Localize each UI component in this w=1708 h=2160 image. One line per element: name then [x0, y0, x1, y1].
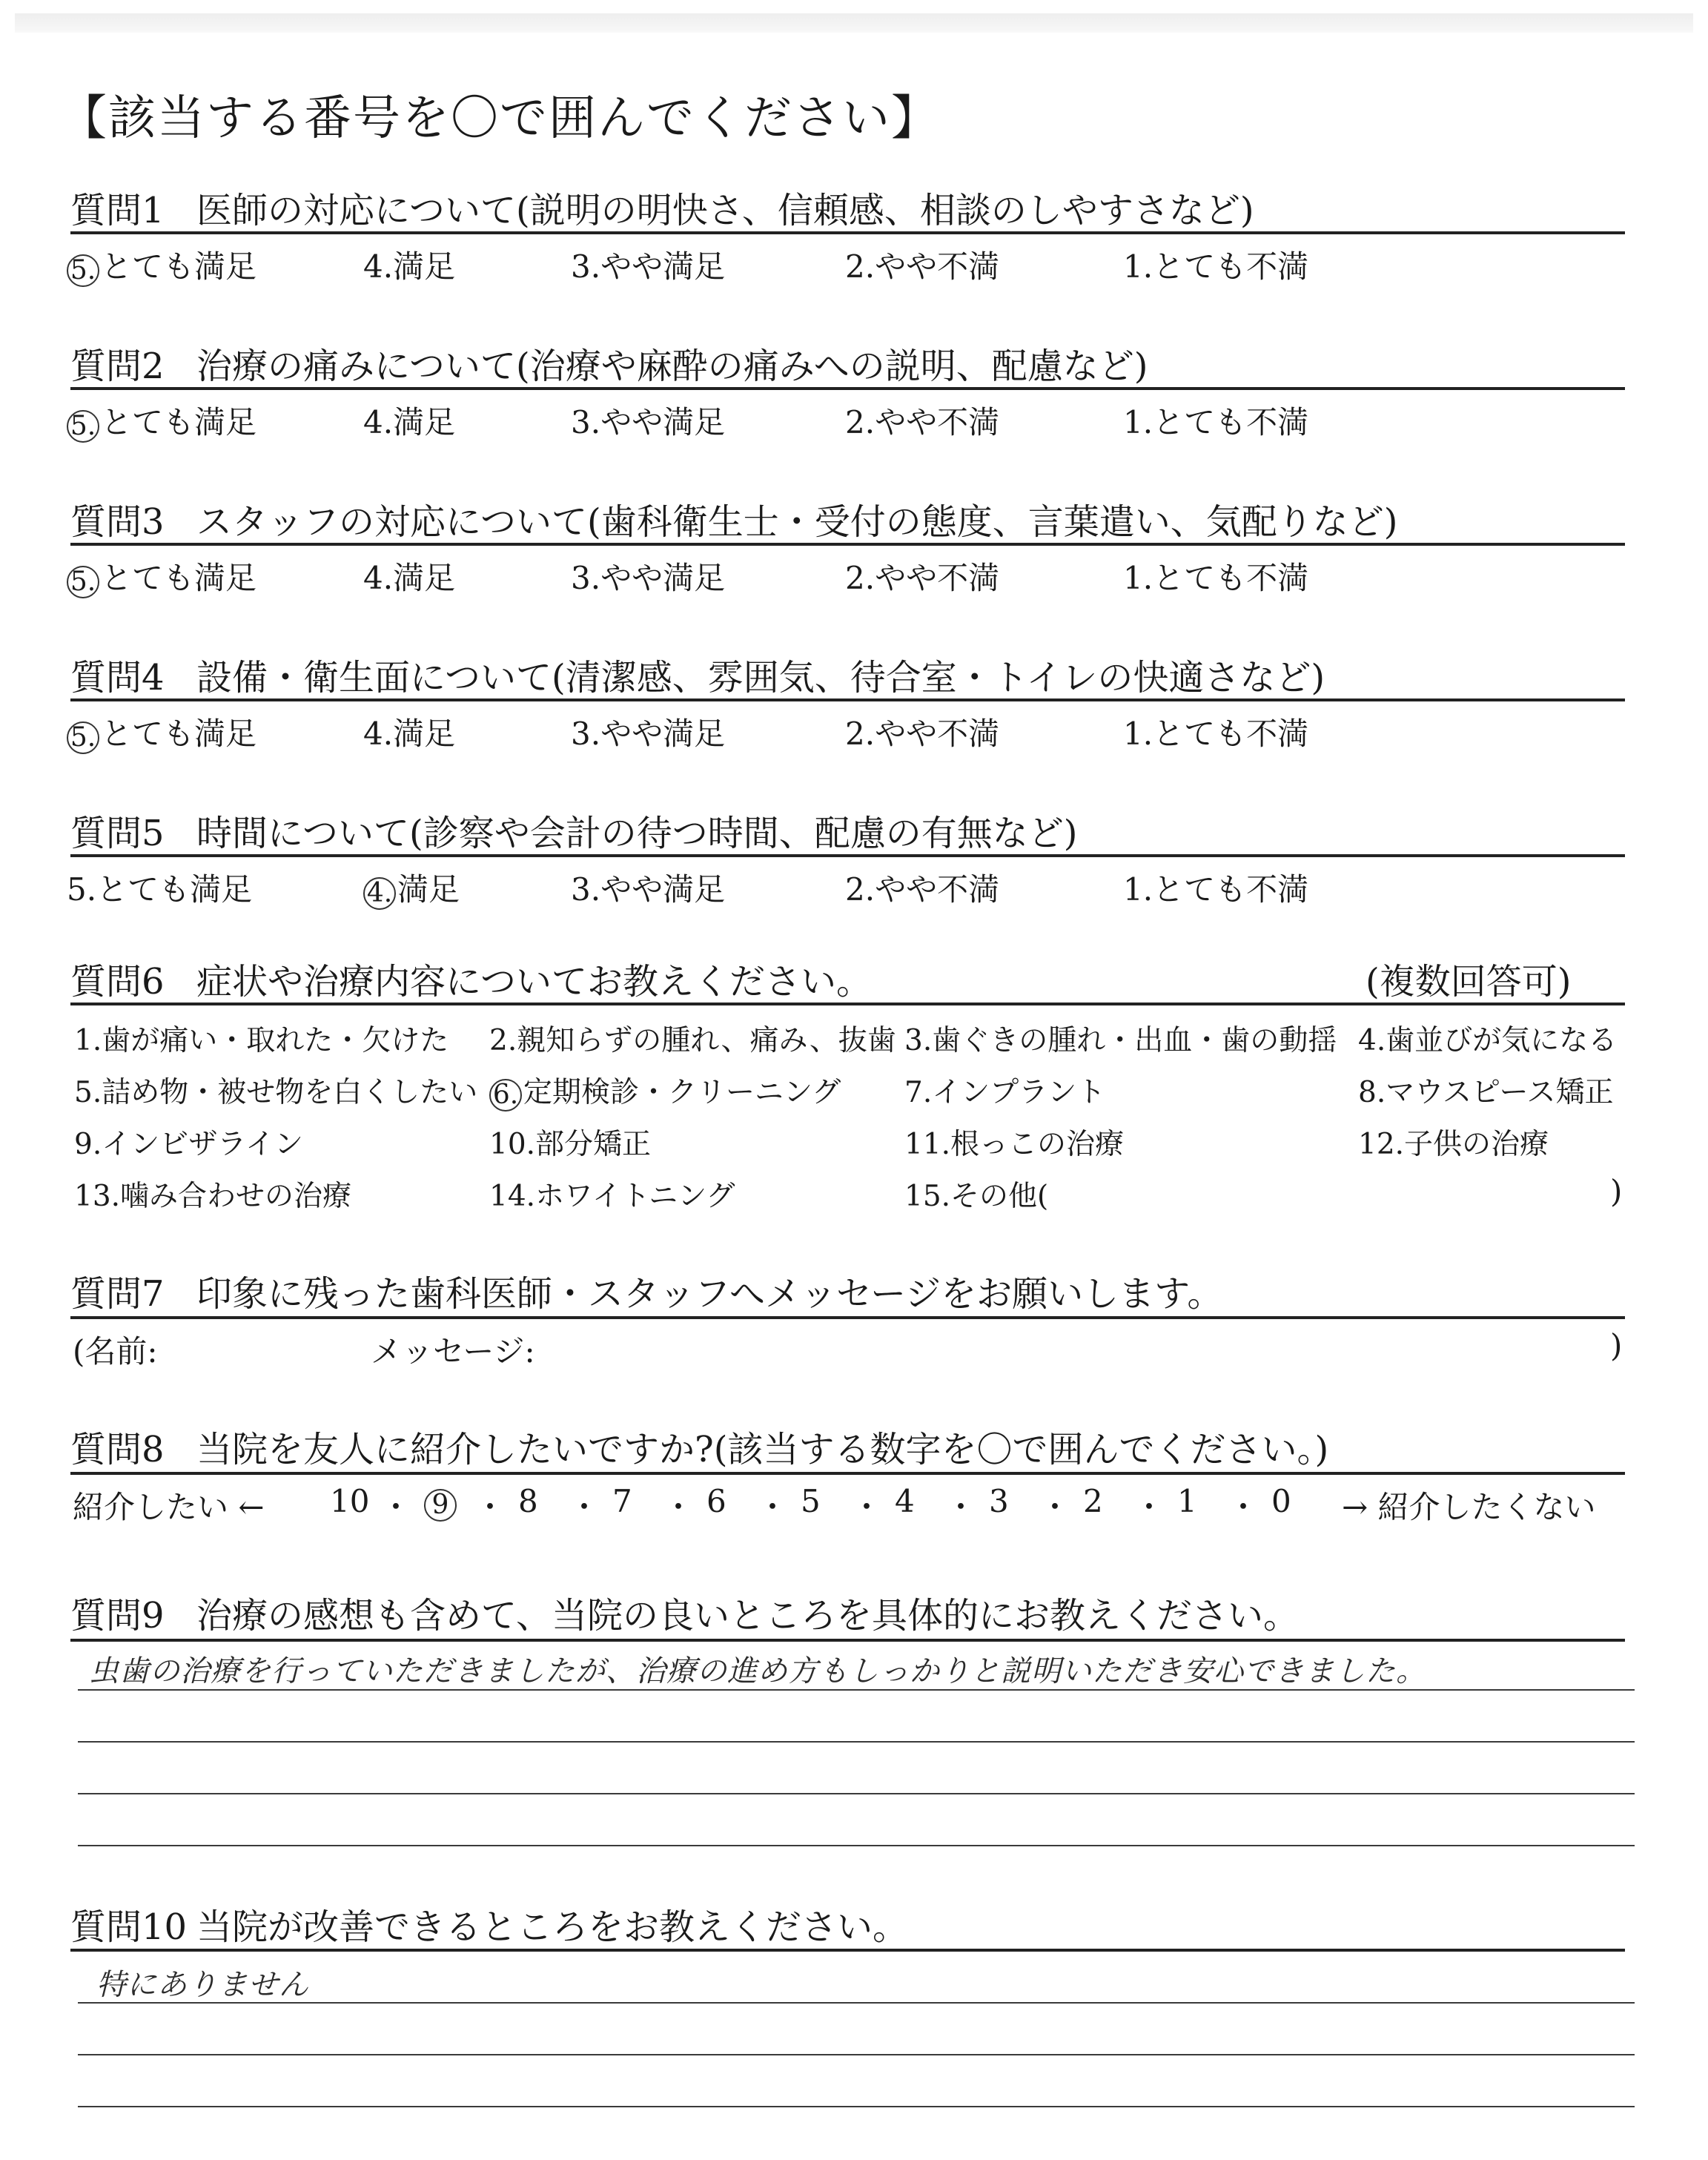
- item-number: 10.: [489, 1128, 536, 1161]
- q2-option-3[interactable]: [571, 398, 725, 443]
- option-number: 1.: [1123, 248, 1153, 285]
- q6-item-9[interactable]: [74, 1121, 303, 1163]
- item-label: インプラント: [932, 1076, 1106, 1109]
- item-number: 14.: [489, 1180, 536, 1213]
- q5-option-3[interactable]: [571, 865, 725, 910]
- option-label: とても満足: [101, 716, 257, 752]
- q4-number: 質問4: [70, 657, 165, 698]
- scale-number: 7: [612, 1483, 632, 1519]
- q6-text: 症状や治療内容についてお教えください。: [196, 961, 873, 1003]
- option-label: やや不満: [875, 871, 1000, 908]
- scale-separator: ・: [1133, 1489, 1165, 1525]
- option-label: とても不満: [1153, 404, 1309, 440]
- item-number: 7.: [904, 1076, 933, 1109]
- q9-answer: 虫歯の治療を行っていただきましたが、治療の進め方もしっかりと説明いただき安心できました。: [89, 1654, 1426, 1688]
- item-label: 根っこの治療: [950, 1128, 1125, 1161]
- scale-number: 8: [518, 1483, 538, 1519]
- q6-item-7[interactable]: [904, 1069, 1105, 1111]
- item-label: マウスピース矯正: [1386, 1076, 1614, 1109]
- q6-rule: [70, 1003, 1625, 1005]
- q8-scale-5[interactable]: [801, 1483, 821, 1519]
- q8-number: 質問8: [70, 1429, 165, 1470]
- scale-number: 4: [895, 1483, 915, 1519]
- q1-option-4[interactable]: [363, 242, 455, 287]
- option-label: とても満足: [96, 871, 253, 908]
- option-label: とても不満: [1153, 560, 1309, 596]
- q3-option-1[interactable]: [1123, 554, 1308, 598]
- scale-separator: ・: [945, 1489, 977, 1525]
- q5-rule: [70, 854, 1625, 857]
- q6-item-13[interactable]: [74, 1173, 351, 1215]
- answer-line: [78, 1741, 1635, 1743]
- q1-option-5[interactable]: [67, 242, 256, 287]
- q6-item-4[interactable]: [1358, 1017, 1617, 1059]
- q8-rule: [70, 1472, 1625, 1475]
- item-label: 親知らずの腫れ、痛み、抜歯: [517, 1024, 896, 1057]
- item-label: 詰め物・被せ物を白くしたい: [102, 1076, 478, 1109]
- option-label: やや不満: [875, 716, 1000, 752]
- item-number: 15.: [904, 1180, 951, 1213]
- q3-option-3[interactable]: [571, 554, 725, 598]
- option-number: 3.: [571, 716, 601, 752]
- option-label: とても満足: [101, 248, 257, 285]
- option-number: 2.: [845, 871, 875, 908]
- option-label: 満足: [397, 871, 460, 908]
- q3-header: [70, 493, 1398, 544]
- item-label: 部分矯正: [535, 1128, 652, 1161]
- item-number: 3.: [904, 1024, 933, 1057]
- q6-other-close: ): [1610, 1173, 1623, 1209]
- q4-option-1[interactable]: [1123, 710, 1308, 754]
- option-label: とても不満: [1153, 871, 1309, 908]
- q8-scale-4[interactable]: [895, 1483, 915, 1519]
- item-number: 12.: [1358, 1128, 1405, 1161]
- answer-line: [78, 1793, 1635, 1794]
- q4-option-4[interactable]: [363, 710, 455, 754]
- q8-scale-2[interactable]: [1083, 1483, 1103, 1519]
- scale-number: 5: [801, 1483, 821, 1519]
- q8-left-label: 紹介したい ←: [73, 1489, 265, 1525]
- option-label: やや満足: [600, 560, 726, 596]
- q6-note: (複数回答可): [1366, 961, 1572, 1003]
- circled-option-number: 4.: [363, 877, 396, 910]
- option-label: 満足: [393, 404, 456, 440]
- q1-option-3[interactable]: [571, 242, 725, 287]
- scale-number: 1: [1177, 1483, 1197, 1519]
- page-title: 【該当する番号を〇で囲んでください】: [59, 91, 940, 146]
- q6-item-10[interactable]: [489, 1121, 651, 1163]
- q9-rule: [70, 1639, 1625, 1642]
- q9-header: [70, 1587, 1299, 1638]
- q2-option-4[interactable]: [363, 398, 455, 443]
- option-number: 4.: [363, 404, 394, 440]
- option-number: 4.: [363, 716, 394, 752]
- option-number: 1.: [1123, 560, 1153, 596]
- q2-header: [70, 337, 1148, 389]
- option-label: とても満足: [101, 560, 257, 596]
- q7-message-label: メッセージ:: [371, 1333, 535, 1370]
- q4-option-2[interactable]: [845, 710, 999, 754]
- item-label: 子供の治療: [1404, 1128, 1549, 1161]
- item-number: 13.: [74, 1180, 121, 1213]
- q5-option-2[interactable]: [845, 865, 999, 910]
- q3-rule: [70, 543, 1625, 546]
- scale-separator: ・: [1039, 1489, 1071, 1525]
- q6-number: 質問6: [70, 961, 165, 1003]
- q10-header: [70, 1898, 908, 1949]
- q6-item-12[interactable]: [1358, 1121, 1549, 1163]
- q1-option-1[interactable]: [1123, 242, 1308, 287]
- item-label: その他(: [950, 1180, 1049, 1213]
- q8-scale-9[interactable]: [424, 1483, 458, 1522]
- q6-item-11[interactable]: [904, 1121, 1124, 1163]
- item-label: 歯ぐきの腫れ・出血・歯の動揺: [932, 1024, 1337, 1057]
- answer-line: [78, 2106, 1635, 2107]
- q3-number: 質問3: [70, 501, 165, 543]
- option-label: 満足: [393, 716, 456, 752]
- q2-option-5[interactable]: [67, 398, 256, 443]
- q8-scale-7[interactable]: [612, 1483, 632, 1519]
- q7-number: 質問7: [70, 1273, 165, 1315]
- scale-separator: ・: [474, 1489, 506, 1525]
- item-number: 1.: [74, 1024, 102, 1057]
- answer-line: [78, 1845, 1635, 1846]
- q1-text: 医師の対応について(説明の明快さ、信頼感、相談のしやすさなど): [196, 190, 1254, 231]
- q2-text: 治療の痛みについて(治療や麻酔の痛みへの説明、配慮など): [196, 346, 1148, 387]
- option-number: 2.: [845, 248, 875, 285]
- q1-rule: [70, 231, 1625, 234]
- option-number: 2.: [845, 716, 875, 752]
- circled-option-number: 5.: [67, 566, 99, 598]
- q4-header: [70, 649, 1325, 700]
- q7-text: 印象に残った歯科医師・スタッフへメッセージをお願いします。: [196, 1273, 1223, 1315]
- q10-rule: [70, 1949, 1625, 1952]
- q7-header: [70, 1265, 1222, 1316]
- q5-option-1[interactable]: [1123, 865, 1308, 910]
- scale-separator: ・: [1228, 1489, 1260, 1525]
- q8-scale-3[interactable]: [989, 1483, 1009, 1519]
- q8-scale-10[interactable]: [330, 1483, 369, 1519]
- item-number: 5.: [74, 1076, 102, 1109]
- q8-scale-6[interactable]: [706, 1483, 726, 1519]
- item-number: 4.: [1358, 1024, 1386, 1057]
- q5-option-4[interactable]: [363, 865, 460, 910]
- circled-option-number: 5.: [67, 410, 99, 443]
- q1-header: [70, 182, 1254, 233]
- option-label: やや満足: [600, 404, 726, 440]
- q1-option-2[interactable]: [845, 242, 999, 287]
- circled-scale-number: 9: [424, 1489, 457, 1522]
- q6-item-3[interactable]: [904, 1017, 1337, 1059]
- q10-number: 質問10: [70, 1906, 188, 1948]
- item-number: 2.: [489, 1024, 517, 1057]
- item-label: インビザライン: [102, 1128, 304, 1161]
- q3-text: スタッフの対応について(歯科衛生士・受付の態度、言葉遣い、気配りなど): [196, 501, 1398, 543]
- answer-line: [78, 2002, 1635, 2004]
- scale-separator: ・: [380, 1489, 412, 1525]
- option-label: やや満足: [600, 871, 726, 908]
- scale-separator: ・: [569, 1489, 600, 1525]
- option-number: 1.: [1123, 871, 1153, 908]
- q6-header: [70, 953, 872, 1004]
- item-label: 歯が痛い・取れた・欠けた: [102, 1024, 449, 1057]
- option-label: やや満足: [600, 248, 726, 285]
- option-number: 4.: [363, 248, 394, 285]
- q8-header: [70, 1421, 1328, 1472]
- option-number: 1.: [1123, 716, 1153, 752]
- item-number: 11.: [904, 1128, 951, 1161]
- scale-number: 3: [989, 1483, 1009, 1519]
- option-label: やや不満: [875, 560, 1000, 596]
- option-label: やや不満: [875, 404, 1000, 440]
- scale-separator: ・: [663, 1489, 695, 1525]
- q9-number: 質問9: [70, 1595, 165, 1636]
- q7-name-label: (名前:: [73, 1333, 158, 1370]
- option-number: 3.: [571, 871, 601, 908]
- item-label: 歯並びが気になる: [1386, 1024, 1618, 1057]
- q3-option-5[interactable]: [67, 554, 256, 598]
- option-label: 満足: [393, 560, 456, 596]
- item-number: 9.: [74, 1128, 102, 1161]
- q3-option-4[interactable]: [363, 554, 455, 598]
- q6-item-6[interactable]: [489, 1069, 841, 1112]
- option-number: 3.: [571, 248, 601, 285]
- option-number: 4.: [363, 560, 394, 596]
- q1-number: 質問1: [70, 190, 165, 231]
- option-number: 3.: [571, 404, 601, 440]
- item-label: ホワイトニング: [535, 1180, 735, 1213]
- option-number: 1.: [1123, 404, 1153, 440]
- q4-option-5[interactable]: [67, 710, 256, 754]
- q2-number: 質問2: [70, 346, 165, 387]
- scale-separator: ・: [757, 1489, 789, 1525]
- scan-top-edge: [15, 13, 1693, 33]
- option-number: 5.: [67, 871, 97, 908]
- q6-item-2[interactable]: [489, 1017, 896, 1059]
- q5-number: 質問5: [70, 813, 165, 854]
- q8-text: 当院を友人に紹介したいですか?(該当する数字を〇で囲んでください。): [196, 1429, 1329, 1470]
- q2-rule: [70, 387, 1625, 390]
- q3-option-2[interactable]: [845, 554, 999, 598]
- circled-option-number: 5.: [67, 721, 99, 754]
- option-number: 3.: [571, 560, 601, 596]
- scale-number: 6: [706, 1483, 726, 1519]
- q8-scale-8[interactable]: [518, 1483, 538, 1519]
- q2-option-1[interactable]: [1123, 398, 1308, 443]
- q5-option-5[interactable]: [67, 865, 252, 910]
- q6-item-8[interactable]: [1358, 1069, 1614, 1111]
- option-label: やや満足: [600, 716, 726, 752]
- q4-text: 設備・衛生面について(清潔感、雰囲気、待合室・トイレの快適さなど): [196, 657, 1325, 698]
- answer-line: [78, 1689, 1635, 1691]
- option-number: 2.: [845, 404, 875, 440]
- option-label: とても不満: [1153, 248, 1309, 285]
- q10-answer: 特にありません: [96, 1968, 309, 2002]
- q8-scale-1[interactable]: [1177, 1483, 1197, 1519]
- option-label: 満足: [393, 248, 456, 285]
- item-label: 定期検診・クリーニング: [523, 1076, 841, 1109]
- q6-item-1[interactable]: [74, 1017, 448, 1059]
- circled-item-number: 6.: [489, 1079, 522, 1112]
- q5-header: [70, 805, 1078, 856]
- item-label: 噛み合わせの治療: [120, 1180, 352, 1213]
- q6-item-14[interactable]: [489, 1173, 735, 1215]
- q7-close: ): [1610, 1327, 1623, 1364]
- option-label: とても不満: [1153, 716, 1309, 752]
- q7-rule: [70, 1316, 1625, 1319]
- q10-text: 当院が改善できるところをお教えください。: [196, 1906, 909, 1948]
- q8-right-label: → 紹介したくない: [1342, 1489, 1596, 1525]
- option-number: 2.: [845, 560, 875, 596]
- q6-item-5[interactable]: [74, 1069, 477, 1111]
- q2-option-2[interactable]: [845, 398, 999, 443]
- option-label: とても満足: [101, 404, 257, 440]
- q4-rule: [70, 698, 1625, 701]
- q8-scale-0[interactable]: [1271, 1483, 1291, 1519]
- scale-separator: ・: [851, 1489, 883, 1525]
- scale-number: 2: [1083, 1483, 1103, 1519]
- option-label: やや不満: [875, 248, 1000, 285]
- item-number: 8.: [1358, 1076, 1386, 1109]
- q6-item-15[interactable]: [904, 1173, 1048, 1215]
- q9-text: 治療の感想も含めて、当院の良いところを具体的にお教えください。: [196, 1595, 1300, 1636]
- scale-number: 0: [1271, 1483, 1291, 1519]
- q4-option-3[interactable]: [571, 710, 725, 754]
- answer-line: [78, 2054, 1635, 2055]
- scale-number: 10: [330, 1483, 370, 1519]
- q5-text: 時間について(診察や会計の待つ時間、配慮の有無など): [196, 813, 1078, 854]
- circled-option-number: 5.: [67, 254, 99, 287]
